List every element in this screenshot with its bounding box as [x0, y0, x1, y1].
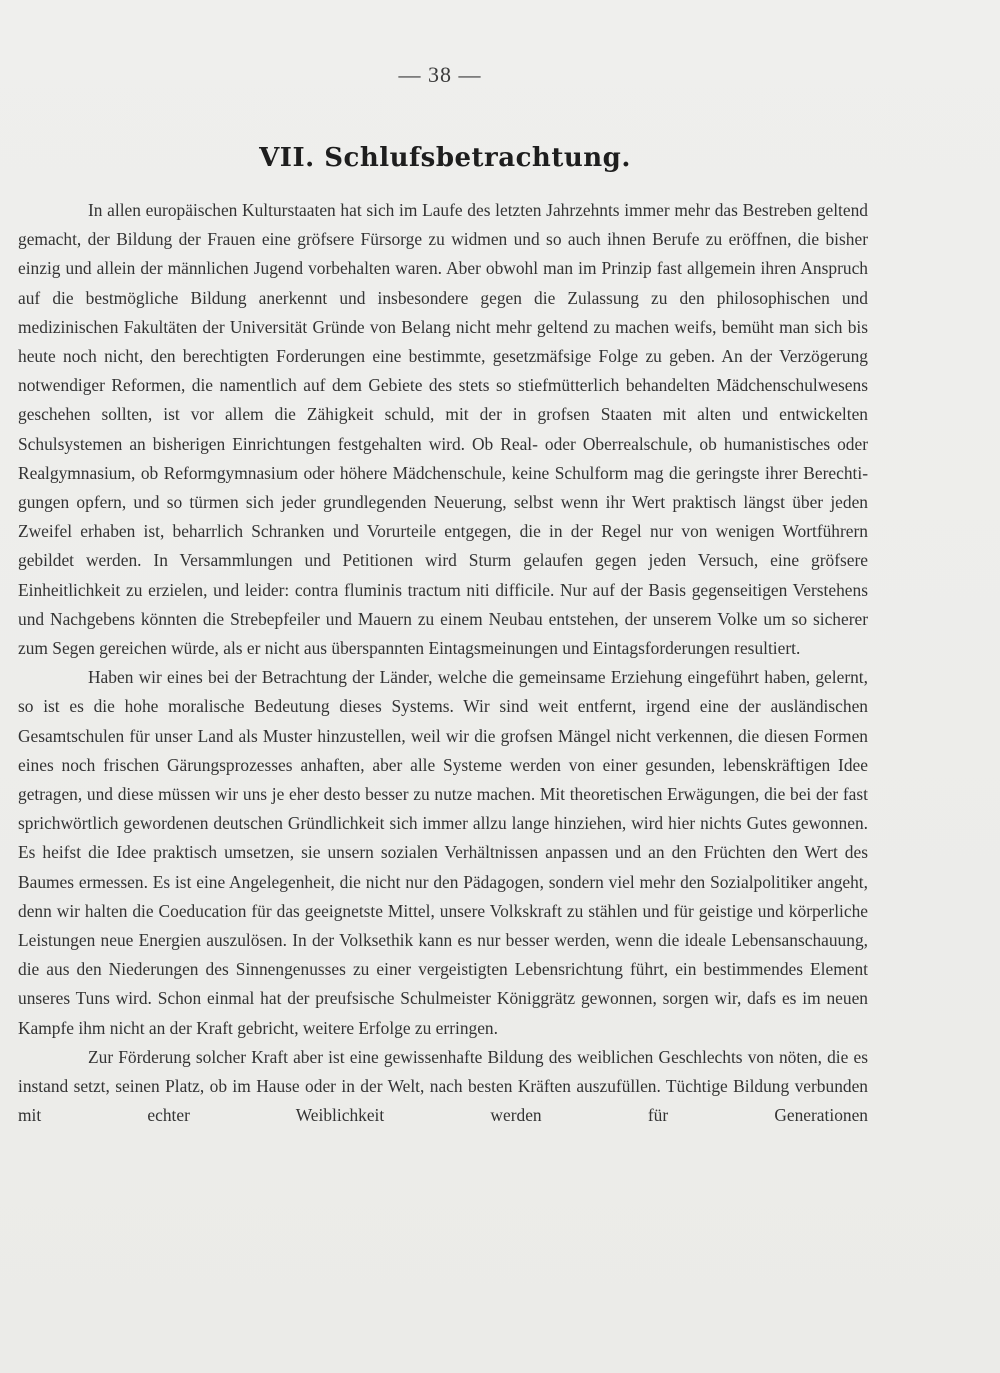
paragraph-2: Haben wir eines bei der Betrachtung der Länder, welche die gemeinsame Erziehung eingeführt haben, gelernt, so ist es die hohe moralische Bedeutung dieses Systems. Wir sind weit entfernt, irgend eine der ausländischen Gesamtschulen für unser Land als Muster hinzustellen, weil wir die grofsen Mängel nicht verkennen, die diesen Formen eines noch frischen Gärungsprozesses anhaften, aber alle Systeme werden von einer gesunden, lebenskräftigen Idee getragen, und diese müssen wir uns je eher desto besser zu nutze machen. Mit theoretischen Erwägungen, die bei der fast sprichwörtlich gewordenen deutschen Gründlichkeit sich immer allzu lange hinziehen, wird hier nichts Gutes gewonnen. Es heifst die Idee praktisch umsetzen, sie unsern sozialen Verhältnissen anpassen und an den Früchten den Wert des Baumes ermessen. Es ist eine Angelegenheit, die nicht nur den Pädagogen, sondern viel mehr den Sozialpolitiker angeht, denn wir halten die Coeducation für das geeignetste Mittel, unsere Volkskraft zu stählen und für geistige und körperliche Leistungen neue Energien auszulösen. In der Volksethik kann es nur besser werden, wenn die ideale Lebensanschauung, die aus den Niederungen des Sinnengenusses zu einer vergeistigten Lebensrichtung führt, ein bestimmendes Element unseres Tuns wird. Schon einmal hat der preufsische Schulmeister Königgrätz gewonnen, sorgen wir, dafs es im neuen Kampfe ihm nicht an der Kraft gebricht, weitere Erfolge zu erringen.	[18, 667, 868, 1038]
paragraph-3: Zur Förderung solcher Kraft aber ist eine gewissenhafte Bildung des weiblichen Geschlechts von nöten, die es instand setzt, seinen Platz, ob im Hause oder in der Welt, nach besten Kräften auszufüllen. Tüchtige Bildung verbunden mit echter Weiblichkeit werden für Generationen	[18, 1046, 868, 1126]
chapter-title: VII. Schlufsbetrachtung.	[259, 143, 631, 173]
paragraph-1: In allen europäischen Kulturstaaten hat sich im Laufe des letzten Jahrzehnts immer mehr das Bestreben geltend gemacht, der Bildung der Frauen eine gröfsere Fürsorge zu widmen und so auch ihnen Berufe zu eröffnen, die bisher einzig und allein der männlichen Jugend vorbehalten waren. Aber obwohl man im Prinzip fast allgemein ihren Anspruch auf die bestmögliche Bildung anerkennt und insbesondere gegen die Zulassung zu den philosophischen und medizinischen Fakultäten der Universität Gründe von Belang nicht mehr geltend zu machen weifs, bemüht man sich bis heute noch nicht, den berechtigten Forderungen eine bestimmte, gesetzmäfsige Folge zu geben. An der Verzögerung notwendiger Reformen, die namentlich auf dem Gebiete des stets so stiefmütterlich behandelten Mädchenschulwesens geschehen sollten, ist vor allem die Zähigkeit schuld, mit der in grofsen Staaten mit alten und entwickelten Schulsystemen an bisherigen Einrichtungen festgehalten wird. Ob Real- oder Oberrealschule, ob humanistisches oder Realgymnasium, ob Reformgymnasium oder höhere Mädchenschule, keine Schulform mag die geringste ihrer Berechtigungen opfern, und so türmen sich jeder grundlegenden Neuerung, selbst wenn ihr Wert praktisch längst über jeden Zweifel erhaben ist, beharrlich Schranken und Vorurteile entgegen, die in der Regel nur von wenigen Wortführern gebildet werden. In Versammlungen und Petitionen wird Sturm gelaufen gegen jeden Versuch, eine gröfsere Einheitlichkeit zu erzielen, und leider: contra fluminis tractum niti difficile. Nur auf der Basis gegenseitigen Verstehens und Nachgebens könnten die Strebepfeiler und Mauern zu einem Neubau entstehen, der unserem Volke um so sicherer zum Segen gereichen würde, als er nicht aus überspannten Eintagsmeinungen und Eintagsforderungen resultiert.	[18, 200, 868, 659]
body-text	[18, 196, 868, 1131]
page-number: — 38 —	[398, 62, 482, 87]
